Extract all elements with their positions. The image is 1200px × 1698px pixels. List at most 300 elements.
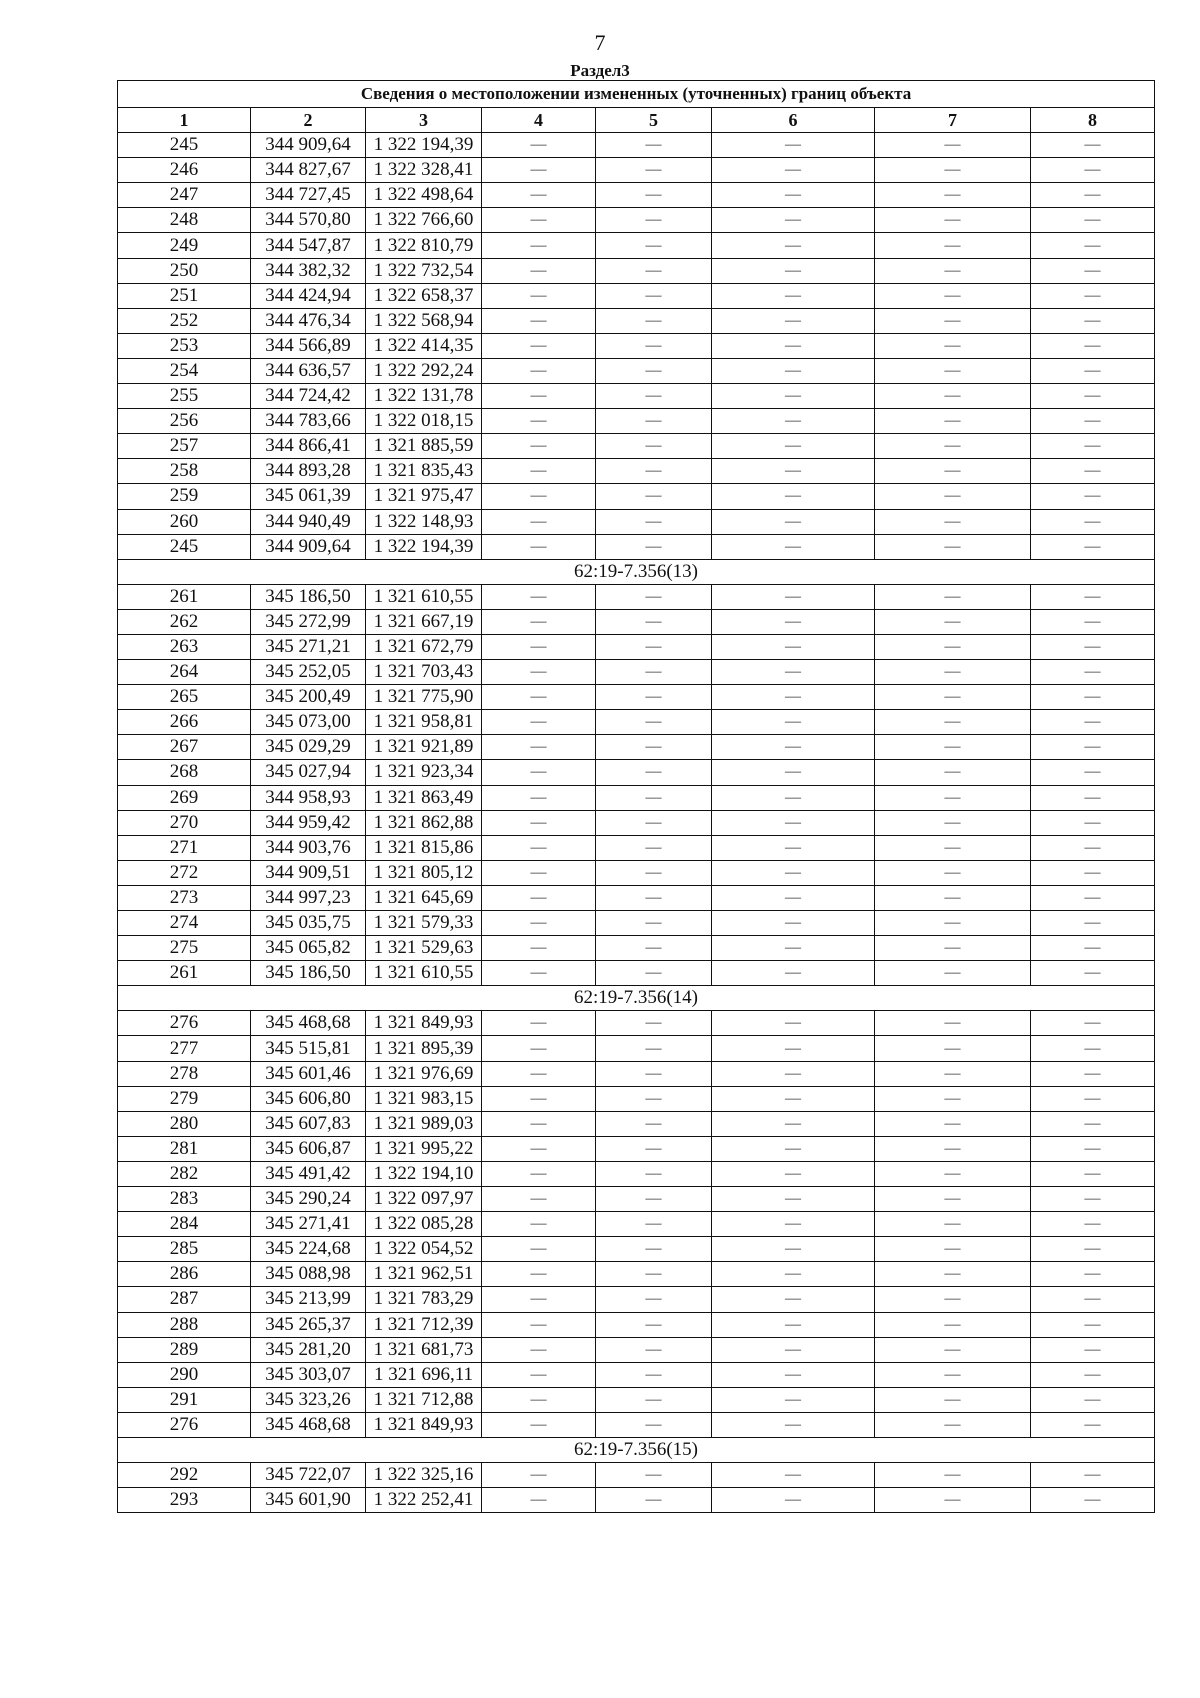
point-number-cell: 292 (118, 1463, 251, 1488)
point-number-cell: 264 (118, 660, 251, 685)
empty-value-cell: — (482, 584, 596, 609)
table-row (118, 660, 1155, 685)
empty-value-cell: — (596, 1412, 712, 1437)
point-number-cell: 251 (118, 283, 251, 308)
empty-value-cell: — (596, 1287, 712, 1312)
x-coordinate-cell: 344 866,41 (251, 434, 366, 459)
x-coordinate-cell: 345 323,26 (251, 1387, 366, 1412)
y-coordinate-cell: 1 322 054,52 (366, 1237, 482, 1262)
empty-value-cell: — (1031, 1212, 1155, 1237)
empty-value-cell: — (875, 860, 1031, 885)
empty-value-cell: — (712, 534, 875, 559)
empty-value-cell: — (712, 685, 875, 710)
empty-value-cell: — (712, 936, 875, 961)
empty-value-cell: — (482, 1187, 596, 1212)
y-coordinate-cell: 1 322 328,41 (366, 158, 482, 183)
empty-value-cell: — (1031, 1011, 1155, 1036)
point-number-cell: 249 (118, 233, 251, 258)
empty-value-cell: — (712, 308, 875, 333)
group-row (118, 986, 1155, 1011)
table-row (118, 835, 1155, 860)
empty-value-cell: — (596, 1262, 712, 1287)
x-coordinate-cell: 344 783,66 (251, 409, 366, 434)
point-number-cell: 255 (118, 384, 251, 409)
y-coordinate-cell: 1 321 989,03 (366, 1111, 482, 1136)
table-row (118, 459, 1155, 484)
point-number-cell: 245 (118, 534, 251, 559)
empty-value-cell: — (875, 1136, 1031, 1161)
table-row (118, 409, 1155, 434)
empty-value-cell: — (1031, 1463, 1155, 1488)
x-coordinate-cell: 345 029,29 (251, 735, 366, 760)
empty-value-cell: — (596, 283, 712, 308)
table-row (118, 1187, 1155, 1212)
table-row (118, 208, 1155, 233)
empty-value-cell: — (596, 133, 712, 158)
y-coordinate-cell: 1 321 835,43 (366, 459, 482, 484)
table-row (118, 1086, 1155, 1111)
y-coordinate-cell: 1 322 325,16 (366, 1463, 482, 1488)
empty-value-cell: — (712, 358, 875, 383)
empty-value-cell: — (712, 434, 875, 459)
x-coordinate-cell: 344 903,76 (251, 835, 366, 860)
empty-value-cell: — (875, 358, 1031, 383)
empty-value-cell: — (596, 534, 712, 559)
empty-value-cell: — (875, 158, 1031, 183)
empty-value-cell: — (482, 710, 596, 735)
x-coordinate-cell: 344 424,94 (251, 283, 366, 308)
table-title: Сведения о местоположении измененных (уточненных) границ объекта (118, 81, 1155, 108)
point-number-cell: 283 (118, 1187, 251, 1212)
empty-value-cell: — (1031, 860, 1155, 885)
empty-value-cell: — (1031, 183, 1155, 208)
empty-value-cell: — (1031, 936, 1155, 961)
table-row (118, 434, 1155, 459)
empty-value-cell: — (482, 1412, 596, 1437)
empty-value-cell: — (1031, 258, 1155, 283)
empty-value-cell: — (712, 961, 875, 986)
empty-value-cell: — (482, 1387, 596, 1412)
empty-value-cell: — (596, 1136, 712, 1161)
point-number-cell: 287 (118, 1287, 251, 1312)
empty-value-cell: — (875, 835, 1031, 860)
empty-value-cell: — (875, 233, 1031, 258)
empty-value-cell: — (482, 1161, 596, 1186)
empty-value-cell: — (596, 760, 712, 785)
empty-value-cell: — (596, 484, 712, 509)
empty-value-cell: — (596, 1463, 712, 1488)
x-coordinate-cell: 345 272,99 (251, 609, 366, 634)
empty-value-cell: — (482, 283, 596, 308)
empty-value-cell: — (596, 208, 712, 233)
y-coordinate-cell: 1 321 672,79 (366, 634, 482, 659)
x-coordinate-cell: 345 200,49 (251, 685, 366, 710)
point-number-cell: 256 (118, 409, 251, 434)
empty-value-cell: — (875, 384, 1031, 409)
empty-value-cell: — (875, 183, 1031, 208)
x-coordinate-cell: 344 958,93 (251, 785, 366, 810)
empty-value-cell: — (1031, 1136, 1155, 1161)
table-body (118, 133, 1155, 1513)
empty-value-cell: — (1031, 961, 1155, 986)
table-row (118, 860, 1155, 885)
empty-value-cell: — (712, 1011, 875, 1036)
empty-value-cell: — (596, 710, 712, 735)
empty-value-cell: — (712, 1362, 875, 1387)
empty-value-cell: — (875, 961, 1031, 986)
empty-value-cell: — (712, 835, 875, 860)
point-number-cell: 276 (118, 1412, 251, 1437)
table-row (118, 1036, 1155, 1061)
table-row (118, 1161, 1155, 1186)
empty-value-cell: — (482, 409, 596, 434)
empty-value-cell: — (712, 584, 875, 609)
y-coordinate-cell: 1 321 696,11 (366, 1362, 482, 1387)
table-row (118, 1111, 1155, 1136)
y-coordinate-cell: 1 321 712,39 (366, 1312, 482, 1337)
table-row (118, 534, 1155, 559)
table-row (118, 1412, 1155, 1437)
table-row (118, 885, 1155, 910)
y-coordinate-cell: 1 322 658,37 (366, 283, 482, 308)
empty-value-cell: — (1031, 785, 1155, 810)
empty-value-cell: — (875, 1387, 1031, 1412)
empty-value-cell: — (1031, 534, 1155, 559)
group-label: 62:19-7.356(13) (118, 559, 1155, 584)
empty-value-cell: — (1031, 1036, 1155, 1061)
empty-value-cell: — (1031, 434, 1155, 459)
empty-value-cell: — (875, 936, 1031, 961)
empty-value-cell: — (875, 685, 1031, 710)
empty-value-cell: — (482, 810, 596, 835)
empty-value-cell: — (482, 1312, 596, 1337)
empty-value-cell: — (596, 258, 712, 283)
empty-value-cell: — (482, 1237, 596, 1262)
empty-value-cell: — (875, 1061, 1031, 1086)
point-number-cell: 274 (118, 911, 251, 936)
empty-value-cell: — (596, 835, 712, 860)
empty-value-cell: — (1031, 911, 1155, 936)
empty-value-cell: — (712, 911, 875, 936)
y-coordinate-cell: 1 321 712,88 (366, 1387, 482, 1412)
empty-value-cell: — (712, 509, 875, 534)
empty-value-cell: — (1031, 283, 1155, 308)
empty-value-cell: — (482, 1136, 596, 1161)
empty-value-cell: — (712, 660, 875, 685)
table-row (118, 1011, 1155, 1036)
point-number-cell: 281 (118, 1136, 251, 1161)
x-coordinate-cell: 345 303,07 (251, 1362, 366, 1387)
empty-value-cell: — (712, 208, 875, 233)
empty-value-cell: — (482, 760, 596, 785)
column-header: 1 (118, 108, 251, 133)
column-header: 7 (875, 108, 1031, 133)
empty-value-cell: — (1031, 1111, 1155, 1136)
table-row (118, 634, 1155, 659)
empty-value-cell: — (482, 233, 596, 258)
empty-value-cell: — (596, 1161, 712, 1186)
y-coordinate-cell: 1 322 498,64 (366, 183, 482, 208)
x-coordinate-cell: 345 035,75 (251, 911, 366, 936)
empty-value-cell: — (482, 1111, 596, 1136)
y-coordinate-cell: 1 322 194,10 (366, 1161, 482, 1186)
empty-value-cell: — (596, 961, 712, 986)
x-coordinate-cell: 345 607,83 (251, 1111, 366, 1136)
x-coordinate-cell: 345 468,68 (251, 1011, 366, 1036)
y-coordinate-cell: 1 321 645,69 (366, 885, 482, 910)
empty-value-cell: — (596, 735, 712, 760)
empty-value-cell: — (1031, 133, 1155, 158)
point-number-cell: 266 (118, 710, 251, 735)
empty-value-cell: — (712, 1488, 875, 1513)
empty-value-cell: — (482, 509, 596, 534)
empty-value-cell: — (1031, 1488, 1155, 1513)
y-coordinate-cell: 1 321 783,29 (366, 1287, 482, 1312)
table-row (118, 1136, 1155, 1161)
table-row (118, 810, 1155, 835)
point-number-cell: 262 (118, 609, 251, 634)
y-coordinate-cell: 1 322 148,93 (366, 509, 482, 534)
empty-value-cell: — (712, 1187, 875, 1212)
empty-value-cell: — (1031, 158, 1155, 183)
table-row (118, 258, 1155, 283)
y-coordinate-cell: 1 322 732,54 (366, 258, 482, 283)
empty-value-cell: — (1031, 1061, 1155, 1086)
empty-value-cell: — (482, 835, 596, 860)
empty-value-cell: — (712, 885, 875, 910)
empty-value-cell: — (596, 333, 712, 358)
empty-value-cell: — (875, 1111, 1031, 1136)
y-coordinate-cell: 1 321 775,90 (366, 685, 482, 710)
empty-value-cell: — (875, 785, 1031, 810)
empty-value-cell: — (712, 1262, 875, 1287)
point-number-cell: 252 (118, 308, 251, 333)
empty-value-cell: — (1031, 735, 1155, 760)
point-number-cell: 253 (118, 333, 251, 358)
empty-value-cell: — (1031, 509, 1155, 534)
x-coordinate-cell: 345 601,46 (251, 1061, 366, 1086)
empty-value-cell: — (712, 735, 875, 760)
point-number-cell: 289 (118, 1337, 251, 1362)
empty-value-cell: — (482, 258, 596, 283)
table-row (118, 609, 1155, 634)
column-header: 5 (596, 108, 712, 133)
table-row (118, 1387, 1155, 1412)
empty-value-cell: — (1031, 1312, 1155, 1337)
empty-value-cell: — (1031, 308, 1155, 333)
empty-value-cell: — (875, 1237, 1031, 1262)
point-number-cell: 261 (118, 584, 251, 609)
x-coordinate-cell: 345 491,42 (251, 1161, 366, 1186)
empty-value-cell: — (712, 810, 875, 835)
empty-value-cell: — (596, 434, 712, 459)
empty-value-cell: — (1031, 484, 1155, 509)
empty-value-cell: — (875, 208, 1031, 233)
point-number-cell: 282 (118, 1161, 251, 1186)
empty-value-cell: — (875, 1262, 1031, 1287)
empty-value-cell: — (596, 685, 712, 710)
x-coordinate-cell: 344 727,45 (251, 183, 366, 208)
empty-value-cell: — (875, 409, 1031, 434)
y-coordinate-cell: 1 321 667,19 (366, 609, 482, 634)
empty-value-cell: — (596, 384, 712, 409)
x-coordinate-cell: 345 186,50 (251, 961, 366, 986)
empty-value-cell: — (596, 1387, 712, 1412)
point-number-cell: 271 (118, 835, 251, 860)
empty-value-cell: — (712, 1312, 875, 1337)
empty-value-cell: — (482, 1011, 596, 1036)
empty-value-cell: — (482, 358, 596, 383)
point-number-cell: 285 (118, 1237, 251, 1262)
empty-value-cell: — (875, 484, 1031, 509)
empty-value-cell: — (875, 584, 1031, 609)
empty-value-cell: — (875, 810, 1031, 835)
y-coordinate-cell: 1 321 610,55 (366, 961, 482, 986)
point-number-cell: 257 (118, 434, 251, 459)
empty-value-cell: — (712, 1036, 875, 1061)
empty-value-cell: — (1031, 208, 1155, 233)
empty-value-cell: — (875, 1488, 1031, 1513)
empty-value-cell: — (875, 1412, 1031, 1437)
empty-value-cell: — (712, 634, 875, 659)
x-coordinate-cell: 344 547,87 (251, 233, 366, 258)
y-coordinate-cell: 1 321 681,73 (366, 1337, 482, 1362)
y-coordinate-cell: 1 322 018,15 (366, 409, 482, 434)
empty-value-cell: — (596, 233, 712, 258)
x-coordinate-cell: 344 636,57 (251, 358, 366, 383)
empty-value-cell: — (596, 911, 712, 936)
point-number-cell: 286 (118, 1262, 251, 1287)
x-coordinate-cell: 345 213,99 (251, 1287, 366, 1312)
empty-value-cell: — (712, 1061, 875, 1086)
empty-value-cell: — (482, 333, 596, 358)
table-row (118, 1287, 1155, 1312)
table-row (118, 735, 1155, 760)
x-coordinate-cell: 344 566,89 (251, 333, 366, 358)
empty-value-cell: — (1031, 660, 1155, 685)
empty-value-cell: — (596, 183, 712, 208)
table-row (118, 1262, 1155, 1287)
empty-value-cell: — (712, 484, 875, 509)
empty-value-cell: — (596, 1036, 712, 1061)
y-coordinate-cell: 1 322 292,24 (366, 358, 482, 383)
empty-value-cell: — (482, 685, 596, 710)
empty-value-cell: — (875, 509, 1031, 534)
empty-value-cell: — (875, 1287, 1031, 1312)
empty-value-cell: — (712, 1111, 875, 1136)
empty-value-cell: — (875, 1463, 1031, 1488)
point-number-cell: 245 (118, 133, 251, 158)
x-coordinate-cell: 345 468,68 (251, 1412, 366, 1437)
y-coordinate-cell: 1 321 863,49 (366, 785, 482, 810)
empty-value-cell: — (482, 434, 596, 459)
empty-value-cell: — (482, 133, 596, 158)
column-header: 2 (251, 108, 366, 133)
y-coordinate-cell: 1 321 962,51 (366, 1262, 482, 1287)
x-coordinate-cell: 344 382,32 (251, 258, 366, 283)
empty-value-cell: — (875, 1086, 1031, 1111)
y-coordinate-cell: 1 322 097,97 (366, 1187, 482, 1212)
x-coordinate-cell: 344 476,34 (251, 308, 366, 333)
x-coordinate-cell: 344 724,42 (251, 384, 366, 409)
table-row (118, 760, 1155, 785)
empty-value-cell: — (1031, 1262, 1155, 1287)
point-number-cell: 272 (118, 860, 251, 885)
page-number: 7 (594, 30, 606, 55)
empty-value-cell: — (712, 1161, 875, 1186)
empty-value-cell: — (482, 785, 596, 810)
empty-value-cell: — (482, 1212, 596, 1237)
point-number-cell: 261 (118, 961, 251, 986)
table-row (118, 936, 1155, 961)
empty-value-cell: — (1031, 634, 1155, 659)
empty-value-cell: — (712, 1412, 875, 1437)
x-coordinate-cell: 345 065,82 (251, 936, 366, 961)
table-row (118, 1237, 1155, 1262)
empty-value-cell: — (596, 660, 712, 685)
x-coordinate-cell: 345 271,41 (251, 1212, 366, 1237)
x-coordinate-cell: 345 601,90 (251, 1488, 366, 1513)
empty-value-cell: — (596, 1187, 712, 1212)
table-row (118, 358, 1155, 383)
empty-value-cell: — (596, 810, 712, 835)
empty-value-cell: — (1031, 760, 1155, 785)
column-header: 4 (482, 108, 596, 133)
empty-value-cell: — (712, 409, 875, 434)
empty-value-cell: — (596, 409, 712, 434)
point-number-cell: 276 (118, 1011, 251, 1036)
empty-value-cell: — (875, 459, 1031, 484)
table-row (118, 710, 1155, 735)
empty-value-cell: — (712, 1463, 875, 1488)
empty-value-cell: — (875, 885, 1031, 910)
x-coordinate-cell: 345 027,94 (251, 760, 366, 785)
empty-value-cell: — (875, 1337, 1031, 1362)
y-coordinate-cell: 1 321 805,12 (366, 860, 482, 885)
empty-value-cell: — (712, 860, 875, 885)
empty-value-cell: — (482, 1362, 596, 1387)
y-coordinate-cell: 1 322 131,78 (366, 384, 482, 409)
empty-value-cell: — (482, 484, 596, 509)
table-row (118, 961, 1155, 986)
empty-value-cell: — (712, 183, 875, 208)
empty-value-cell: — (596, 1237, 712, 1262)
empty-value-cell: — (596, 459, 712, 484)
x-coordinate-cell: 344 909,64 (251, 133, 366, 158)
x-coordinate-cell: 345 252,05 (251, 660, 366, 685)
y-coordinate-cell: 1 322 568,94 (366, 308, 482, 333)
empty-value-cell: — (482, 1488, 596, 1513)
table-row (118, 685, 1155, 710)
empty-value-cell: — (482, 384, 596, 409)
empty-value-cell: — (875, 609, 1031, 634)
y-coordinate-cell: 1 322 085,28 (366, 1212, 482, 1237)
table-row (118, 1212, 1155, 1237)
empty-value-cell: — (1031, 233, 1155, 258)
point-number-cell: 284 (118, 1212, 251, 1237)
point-number-cell: 259 (118, 484, 251, 509)
empty-value-cell: — (596, 1312, 712, 1337)
empty-value-cell: — (875, 534, 1031, 559)
empty-value-cell: — (482, 660, 596, 685)
empty-value-cell: — (1031, 1337, 1155, 1362)
empty-value-cell: — (596, 358, 712, 383)
y-coordinate-cell: 1 321 958,81 (366, 710, 482, 735)
empty-value-cell: — (596, 785, 712, 810)
empty-value-cell: — (1031, 710, 1155, 735)
x-coordinate-cell: 344 909,51 (251, 860, 366, 885)
empty-value-cell: — (1031, 1362, 1155, 1387)
